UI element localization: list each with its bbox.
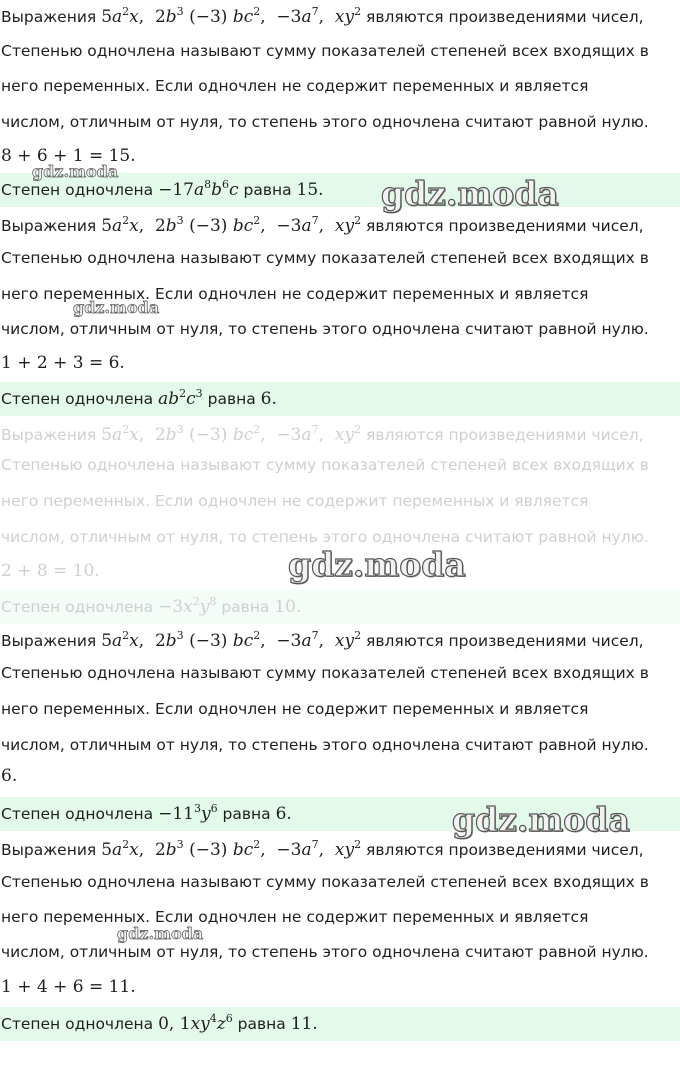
expressions-line: Выражения $5a^2x$, $2b^3$ (−3) $bc^2$, $-3a^7$, $xy^2$ являются произведениями чисел, xyxy=(1,838,644,860)
watermark-large: gdz.moda xyxy=(452,800,630,839)
watermark-small: gdz.moda xyxy=(32,162,119,181)
degree-definition-line-1: Степенью одночлена называют сумму показателей степеней всех входящих в xyxy=(1,249,649,267)
expressions-line: Выражения $5a^2x$, $2b^3$ (−3) $bc^2$, $-3a^7$, $xy^2$ являются произведениями чисел, xyxy=(1,214,644,236)
degree-sum: 8 + 6 + 1 = 15. xyxy=(1,146,136,166)
degree-definition-line-2: него переменных. Если одночлен не содержит переменных и является xyxy=(1,492,589,510)
degree-sum: 1 + 4 + 6 = 11. xyxy=(1,977,136,997)
result-line: Степен одночлена $-17a^8b^6c$ равна 15. xyxy=(0,173,680,207)
math-expressions: $5a^2x$, $2b^3$ (−3) $bc^2$, $-3a^7$, $xy^2$ xyxy=(101,423,362,445)
monomial: $-17a^8b^6c$ xyxy=(158,178,239,200)
expressions-line: Выражения $5a^2x$, $2b^3$ (−3) $bc^2$, $-3a^7$, $xy^2$ являются произведениями чисел, xyxy=(1,5,644,27)
degree-sum: 6. xyxy=(1,766,18,786)
result-line: Степен одночлена 0, $1xy^4z^6$ равна 11. xyxy=(0,1007,680,1041)
result-line: Степен одночлена $-3x^2y^8$ равна 10. xyxy=(0,590,680,624)
degree-definition-line-3: числом, отличным от нуля, то степень этого одночлена считают равной нулю. xyxy=(1,113,649,131)
math-expressions: $5a^2x$, $2b^3$ (−3) $bc^2$, $-3a^7$, $xy^2$ xyxy=(101,629,362,651)
degree-definition-line-3: числом, отличным от нуля, то степень этого одночлена считают равной нулю. xyxy=(1,736,649,754)
watermark-large: gdz.moda xyxy=(381,174,559,213)
degree-definition-line-1: Степенью одночлена называют сумму показателей степеней всех входящих в xyxy=(1,664,649,682)
degree-definition-line-2: него переменных. Если одночлен не содержит переменных и является xyxy=(1,285,589,303)
degree-definition-line-1: Степенью одночлена называют сумму показателей степеней всех входящих в xyxy=(1,42,649,60)
degree-definition-line-2: него переменных. Если одночлен не содержит переменных и является xyxy=(1,77,589,95)
watermark-large: gdz.moda xyxy=(288,545,466,584)
monomial: $ab^2c^3$ xyxy=(158,387,203,409)
math-expressions: $5a^2x$, $2b^3$ (−3) $bc^2$, $-3a^7$, $xy^2$ xyxy=(101,838,362,860)
monomial: 0, $1xy^4z^6$ xyxy=(158,1012,233,1034)
expressions-line: Выражения $5a^2x$, $2b^3$ (−3) $bc^2$, $-3a^7$, $xy^2$ являются произведениями чисел, xyxy=(1,423,644,445)
degree-definition-line-2: него переменных. Если одночлен не содержит переменных и является xyxy=(1,908,589,926)
degree-definition-line-2: него переменных. Если одночлен не содержит переменных и является xyxy=(1,700,589,718)
degree-sum: 1 + 2 + 3 = 6. xyxy=(1,353,125,373)
degree-definition-line-3: числом, отличным от нуля, то степень этого одночлена считают равной нулю. xyxy=(1,320,649,338)
result-line: Степен одночлена $-11^3y^6$ равна 6. xyxy=(0,797,680,831)
watermark-small: gdz.moda xyxy=(73,298,160,317)
monomial: $-3x^2y^8$ xyxy=(158,595,217,617)
degree-definition-line-1: Степенью одночлена называют сумму показателей степеней всех входящих в xyxy=(1,873,649,891)
monomial: $-11^3y^6$ xyxy=(158,802,218,824)
math-expressions: $5a^2x$, $2b^3$ (−3) $bc^2$, $-3a^7$, $xy^2$ xyxy=(101,214,362,236)
result-line: Степен одночлена $ab^2c^3$ равна 6. xyxy=(0,382,680,416)
degree-definition-line-1: Степенью одночлена называют сумму показателей степеней всех входящих в xyxy=(1,456,649,474)
watermark-small: gdz.moda xyxy=(117,924,204,943)
math-expressions: $5a^2x$, $2b^3$ (−3) $bc^2$, $-3a^7$, $xy^2$ xyxy=(101,5,362,27)
degree-definition-line-3: числом, отличным от нуля, то степень этого одночлена считают равной нулю. xyxy=(1,943,649,961)
degree-sum: 2 + 8 = 10. xyxy=(1,561,100,581)
expressions-line: Выражения $5a^2x$, $2b^3$ (−3) $bc^2$, $-3a^7$, $xy^2$ являются произведениями чисел, xyxy=(1,629,644,651)
degree-definition-line-3: числом, отличным от нуля, то степень этого одночлена считают равной нулю. xyxy=(1,528,649,546)
